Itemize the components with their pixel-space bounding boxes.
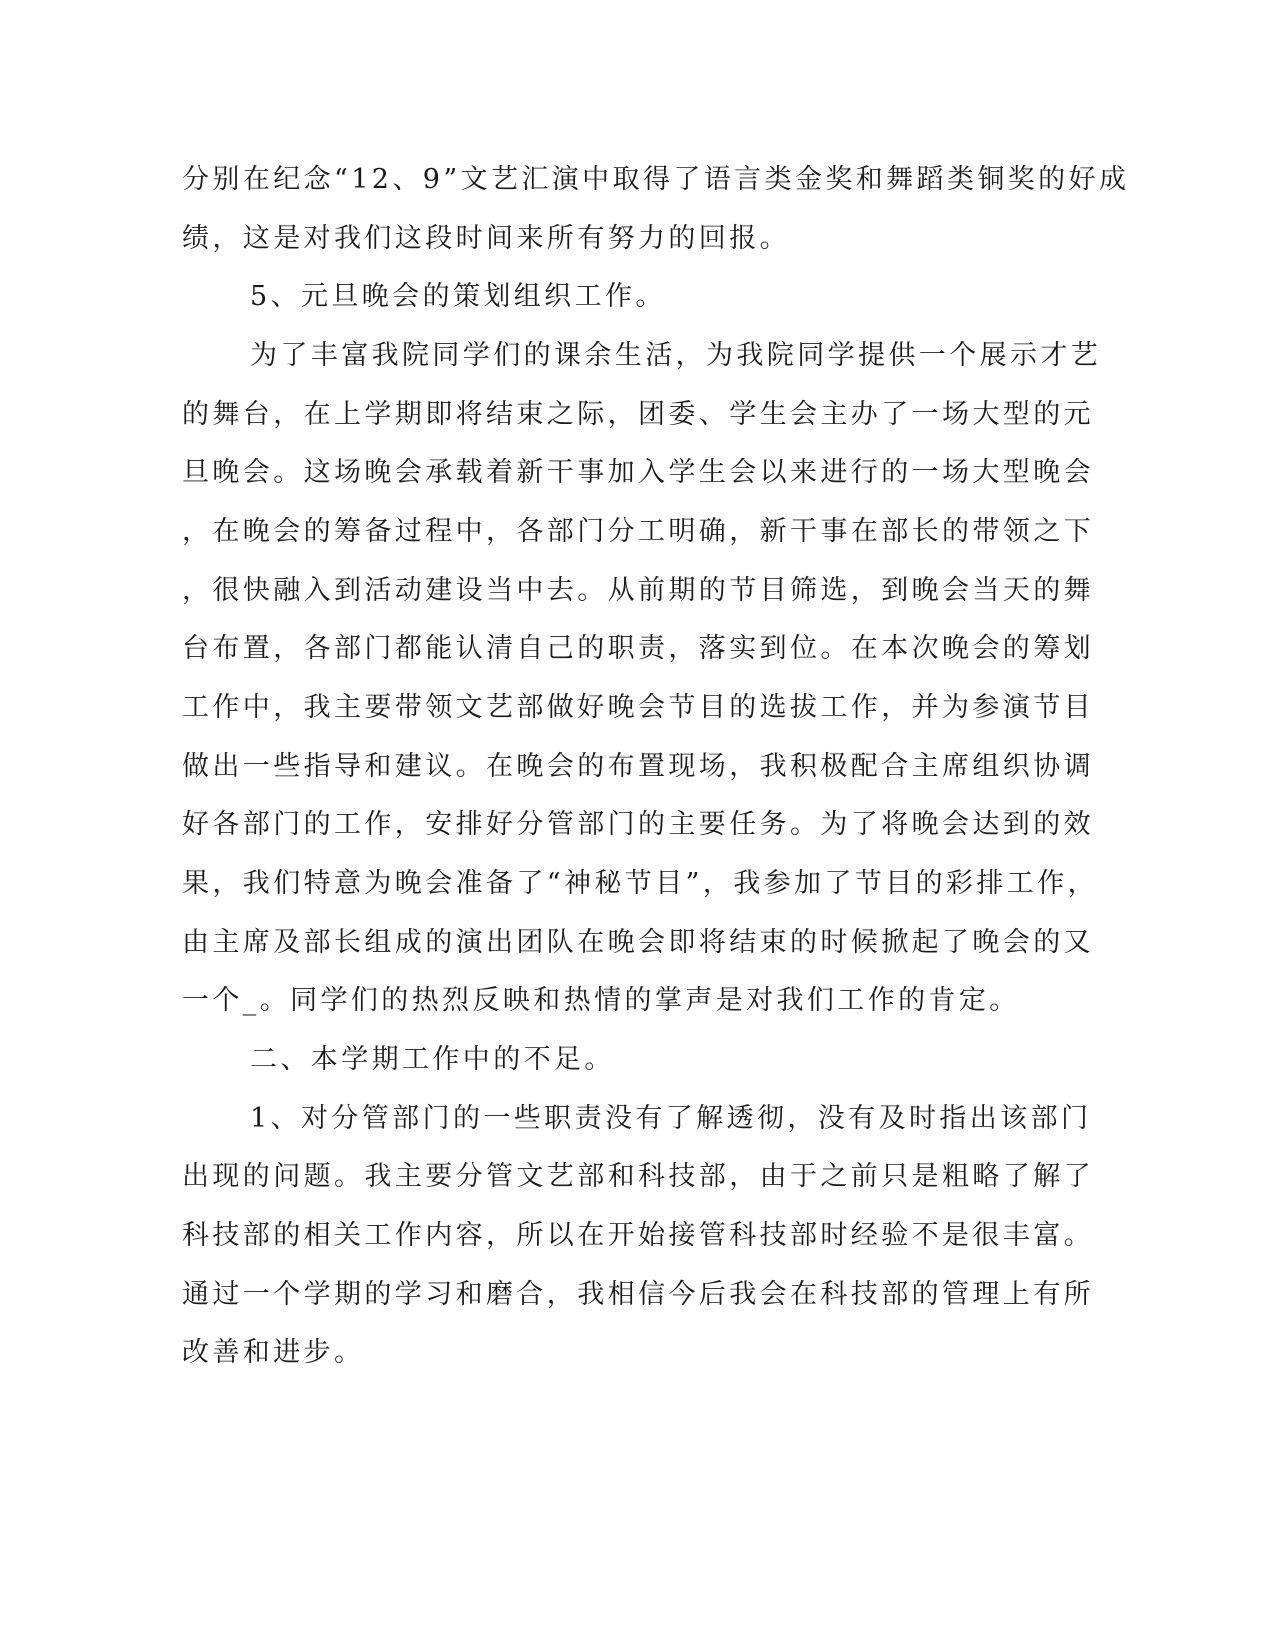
text-line: 好各部门的工作，安排好分管部门的主要任务。为了将晚会达到的效 (182, 809, 1094, 840)
text-line: 做出一些指导和建议。在晚会的布置现场，我积极配合主席组织协调 (182, 751, 1094, 782)
text-line: 工作中，我主要带领文艺部做好晚会节目的选拔工作，并为参演节目 (182, 692, 1094, 723)
section-heading: 5、元旦晚会的策划组织工作。 (250, 281, 666, 312)
text-line: ，很快融入到活动建设当中去。从前期的节目筛选，到晚会当天的舞 (182, 575, 1094, 606)
section-heading: 二、本学期工作中的不足。 (250, 1044, 615, 1075)
paragraph-start: 1、对分管部门的一些职责没有了解透彻，没有及时指出该部门 (250, 1103, 1092, 1134)
text-line: 出现的问题。我主要分管文艺部和科技部，由于之前只是粗略了解了 (182, 1161, 1094, 1192)
paragraph-start: 为了丰富我院同学们的课余生活，为我院同学提供一个展示才艺 (250, 340, 1102, 371)
text-line: 改善和进步。 (182, 1337, 365, 1368)
text-line: 一个_。同学们的热烈反映和热情的掌声是对我们工作的肯定。 (182, 985, 1020, 1016)
text-line: 绩，这是对我们这段时间来所有努力的回报。 (182, 223, 790, 254)
text-line: 旦晚会。这场晚会承载着新干事加入学生会以来进行的一场大型晚会 (182, 457, 1094, 488)
text-line: ，在晚会的筹备过程中，各部门分工明确，新干事在部长的带领之下 (182, 516, 1094, 547)
text-line: 科技部的相关工作内容，所以在开始接管科技部时经验不是很丰富。 (182, 1220, 1094, 1251)
text-line: 由主席及部长组成的演出团队在晚会即将结束的时候掀起了晚会的又 (182, 927, 1094, 958)
text-line: 的舞台，在上学期即将结束之际，团委、学生会主办了一场大型的元 (182, 399, 1094, 430)
text-line: 台布置，各部门都能认清自己的职责，落实到位。在本次晚会的筹划 (182, 633, 1094, 664)
text-line: 通过一个学期的学习和磨合，我相信今后我会在科技部的管理上有所 (182, 1279, 1094, 1310)
text-line: 分别在纪念“12、9”文艺汇演中取得了语言类金奖和舞蹈类铜奖的好成 (182, 164, 1130, 195)
text-line: 果，我们特意为晚会准备了“神秘节目”，我参加了节目的彩排工作， (182, 868, 1099, 899)
